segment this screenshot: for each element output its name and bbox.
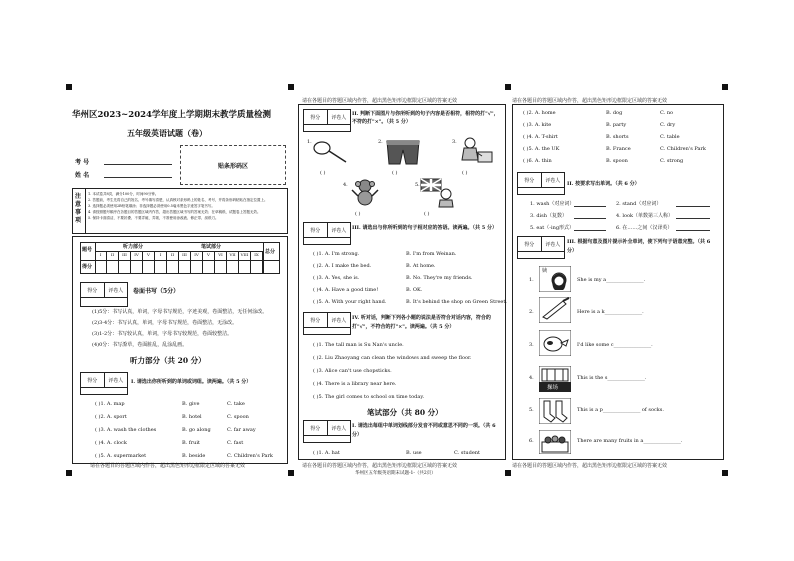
q4-item[interactable]: ( )2. Liu Zhaoyang can clean the windows and sweep the floor. bbox=[313, 355, 472, 361]
reviewer-cell-label: 评卷人 bbox=[545, 177, 561, 184]
pic-number: 1. bbox=[307, 139, 312, 145]
q2-title: II. 判断下面图片与你所听到的句子内容是否相符，相符的打"√"，不符的打"×"。（共 5 分） bbox=[352, 111, 499, 125]
q7-title: III. 根据句意及图片提示补全单词，使下列句子语意完整。（共 6 分） bbox=[567, 239, 711, 254]
score-input[interactable] bbox=[303, 236, 351, 245]
q1-option-c: C. fast bbox=[227, 440, 244, 446]
q3-item[interactable]: ( )2. A. I make the bed. bbox=[313, 263, 372, 269]
q3-title: III. 请选出与你所听到的句子相对应的答语。读两遍。（共 5 分） bbox=[352, 225, 497, 231]
q6-item: 3. dish（复数） bbox=[530, 213, 567, 219]
q6-answer-line[interactable] bbox=[574, 206, 606, 207]
pic-paren[interactable]: ( ) bbox=[320, 170, 326, 176]
score-cell-label: 得分 bbox=[518, 173, 542, 187]
q1-option-c: C. spoon bbox=[227, 414, 249, 420]
numeral-row bbox=[95, 251, 263, 273]
q6-item: 5. eat（-ing形式） bbox=[530, 225, 575, 231]
score-table-numeral: I bbox=[95, 251, 107, 273]
notice-item: 2. 答题前，考生先将自己的姓名、考号填写清楚，认真核对条形码上的姓名、考号，并将条形码粘贴在指定位置上。 bbox=[88, 198, 268, 202]
q6-title: II. 按要求写出单词。（共 6 分） bbox=[567, 181, 640, 187]
bottom-warning: 请在各题目的答题区域内作答，超出黑色矩形边框限定区域的答案无效 bbox=[302, 463, 458, 469]
q3-option-b: B. OK. bbox=[406, 287, 423, 293]
registration-mark bbox=[722, 470, 728, 476]
q1-item[interactable]: ( )5. A. supermarket bbox=[95, 453, 147, 459]
score-cell-label: 得分 bbox=[81, 283, 105, 297]
exam-number-line[interactable] bbox=[104, 164, 172, 165]
reviewer-cell-label: 评卷人 bbox=[545, 241, 561, 248]
listening-section-title: 听力部分（共 20 分） bbox=[130, 356, 206, 365]
score-table-numeral: VII bbox=[227, 251, 239, 273]
name-line[interactable] bbox=[104, 177, 172, 178]
registration-mark bbox=[288, 84, 294, 90]
score-cell-label: 得分 bbox=[304, 110, 328, 124]
q3-item[interactable]: ( )3. A. Yes, she is. bbox=[313, 275, 360, 281]
q7-sentence[interactable]: She is my a_______________. bbox=[577, 277, 646, 283]
q5-option-b: B. use bbox=[406, 450, 422, 456]
pic-number: 3. bbox=[452, 139, 457, 145]
registration-mark bbox=[505, 84, 511, 90]
q7-sentence[interactable]: There are many fruits in a_______________. bbox=[577, 438, 683, 444]
q6-answer-line[interactable] bbox=[676, 230, 710, 231]
score-table-numeral: V bbox=[143, 251, 155, 273]
q1-option-b: B. give bbox=[182, 401, 200, 407]
q7-sentence[interactable]: This is a p_______________ of socks. bbox=[577, 407, 664, 413]
q5-title: I. 请选出每组中单词划线部分发音不同或意思不同的一项。（共 6 分） bbox=[352, 423, 496, 438]
q5-option-c: C. Children's Park bbox=[660, 146, 706, 152]
q7-sentence[interactable]: Here is a k_______________. bbox=[577, 309, 644, 315]
score-table-numeral: VI bbox=[215, 251, 227, 273]
q5-item[interactable]: ( )3. A. kite bbox=[523, 122, 552, 128]
handwriting-rule: (4)0分：书写潦草，卷面脏乱，乱涂乱画。 bbox=[92, 342, 188, 348]
bottom-warning: 请在各题目的答题区域内作答，超出黑色矩形边框限定区域的答案无效 bbox=[90, 463, 246, 469]
handwriting-title: 卷面书写（5分） bbox=[133, 288, 180, 295]
registration-mark bbox=[722, 84, 728, 90]
pic-paren[interactable]: ( ) bbox=[392, 170, 398, 176]
handwriting-rule: (2)3-4分：书写认真，单词，字母书写规范，卷面整洁，无涂改。 bbox=[92, 320, 238, 326]
q5-option-c: C. no bbox=[660, 110, 674, 116]
score-table-numeral: I bbox=[155, 251, 167, 273]
q5-option-c: C. strong bbox=[660, 158, 684, 164]
bottom-warning: 请在各题目的答题区域内作答，超出黑色矩形边框限定区域的答案无效 bbox=[512, 463, 668, 469]
q5-item[interactable]: ( )6. A. thin bbox=[523, 158, 552, 164]
q4-item[interactable]: ( )1. The tall man is Su Nan's uncle. bbox=[313, 342, 404, 348]
q5-option-c: C. dry bbox=[660, 122, 676, 128]
notice-item: 4. 请按照题号顺序在各题目的答题区域内作答，超出答题区域书写的答案无效；在草稿纸、试题卷上答题无效。 bbox=[88, 210, 261, 214]
score-cell-label: 得分 bbox=[304, 223, 328, 237]
q6-answer-line[interactable] bbox=[676, 218, 710, 219]
notice-label: 注意事项 bbox=[75, 193, 82, 224]
q7-number: 6. bbox=[529, 438, 534, 444]
q6-answer-line[interactable] bbox=[676, 206, 710, 207]
q5-option-b: B. spoon bbox=[606, 158, 628, 164]
q5-option-c: C. student bbox=[454, 450, 481, 456]
score-input[interactable] bbox=[517, 250, 565, 259]
total-head: 总分 bbox=[265, 249, 276, 255]
q1-item[interactable]: ( )1. A. map bbox=[95, 401, 125, 407]
reviewer-cell-label: 评卷人 bbox=[331, 114, 347, 121]
q3-option-b: B. No. They're my friends. bbox=[406, 275, 473, 281]
writing-head: 笔试部分 bbox=[201, 244, 222, 250]
q1-option-b: B. go along bbox=[182, 427, 211, 433]
score-cell-label: 得分 bbox=[81, 373, 105, 387]
page-footer: 华州区五年级英语期末试题-1-（共2页） bbox=[355, 471, 436, 476]
score-table-numeral: II bbox=[107, 251, 119, 273]
top-warning: 请在各题目的答题区域内作答，超出黑色矩形边框限定区域的答案无效 bbox=[302, 98, 458, 104]
registration-mark bbox=[505, 470, 511, 476]
pic-paren[interactable]: ( ) bbox=[424, 211, 430, 217]
notice-item: 5. 保持卡面清洁，不要折叠、不要弄破、弄皱，不准使用涂改液、修正带、刮纸刀。 bbox=[88, 216, 219, 220]
socks-picture bbox=[539, 398, 571, 424]
score-input[interactable] bbox=[303, 326, 351, 335]
registration-mark bbox=[288, 470, 294, 476]
q7-number: 3. bbox=[529, 342, 534, 348]
score-table-numeral: V bbox=[203, 251, 215, 273]
q3-option-b: B. At home. bbox=[406, 263, 436, 269]
registration-mark bbox=[66, 470, 72, 476]
score-table-score-label: 得分 bbox=[82, 264, 93, 270]
q3-item[interactable]: ( )1. A. I'm strong. bbox=[313, 251, 360, 257]
score-cell-label: 得分 bbox=[304, 421, 328, 435]
q5-item[interactable]: ( )4. A. T-shirt bbox=[523, 134, 558, 140]
reviewer-cell-label: 评卷人 bbox=[108, 377, 124, 384]
written-section-title: 笔试部分（共 80 分） bbox=[367, 408, 443, 417]
score-table-head: 题号 bbox=[82, 247, 93, 253]
q6-item: 6. 在……之间（汉译英） bbox=[616, 225, 673, 231]
handwriting-rule: (3)1-2分：书写较认真，单词，字母书写较规范，卷面较整洁。 bbox=[92, 331, 233, 337]
name-label: 姓 名 bbox=[75, 172, 90, 179]
q4-item[interactable]: ( )4. There is a library near here. bbox=[313, 381, 397, 387]
spoon-picture bbox=[312, 138, 348, 164]
q5-option-b: B. party bbox=[606, 122, 627, 128]
q5-option-b: B. shorts bbox=[606, 134, 629, 140]
q4-title: IV. 听对话，判断下列各小题的说法是否符合对话内容，符合的打"√"，不符合的打"×"。读两遍。（共 5 分） bbox=[352, 315, 491, 330]
q1-option-b: B. hotel bbox=[182, 414, 202, 420]
shorts-picture bbox=[384, 138, 422, 166]
score-table-numeral: VIII bbox=[239, 251, 251, 273]
reviewer-cell-label: 评卷人 bbox=[331, 425, 347, 432]
q5-item[interactable]: ( )5. A. the UK bbox=[523, 146, 560, 152]
pic-number: 5. bbox=[415, 182, 420, 188]
pic-number: 4. bbox=[343, 182, 348, 188]
q1-option-b: B. beside bbox=[182, 453, 206, 459]
listening-head: 听力部分 bbox=[123, 244, 144, 250]
q5-option-b: B. France bbox=[606, 146, 631, 152]
reviewer-cell-label: 评卷人 bbox=[331, 317, 347, 324]
notice-item: 3. 选择题必须使用2B铅笔填涂；非选择题必须使用0.5毫米黑色字迹签字笔书写。 bbox=[88, 204, 215, 208]
q1-option-c: C. far away bbox=[227, 427, 256, 433]
notice-list bbox=[88, 191, 284, 221]
registration-mark bbox=[66, 84, 72, 90]
fruit-box-picture bbox=[539, 430, 571, 454]
score-table-numeral: IX bbox=[251, 251, 263, 273]
pic-paren[interactable]: ( ) bbox=[462, 170, 468, 176]
monkey-picture bbox=[349, 178, 381, 206]
handwriting-rule: (1)5分：书写认真，单词，字母书写规范，字迹美观，卷面整洁，无任何涂改。 bbox=[92, 309, 268, 315]
q4-item[interactable]: ( )5. The girl comes to school on time today. bbox=[313, 394, 425, 400]
q7-number: 5. bbox=[529, 407, 534, 413]
score-cell-label: 得分 bbox=[304, 313, 328, 327]
q7-sentence[interactable]: I'd like some c_______________. bbox=[577, 342, 653, 348]
notice-item: 1. 本试卷共8页，满分100分，时间90分钟。 bbox=[88, 192, 159, 196]
q6-answer-line[interactable] bbox=[574, 218, 606, 219]
barcode-label: 贴条形码区 bbox=[217, 162, 248, 170]
score-input[interactable] bbox=[80, 386, 128, 395]
handwriting-rules bbox=[92, 307, 267, 351]
q7-number: 4. bbox=[529, 375, 534, 381]
reviewer-cell-label: 评卷人 bbox=[331, 227, 347, 234]
aunt-label: 姨 bbox=[542, 268, 548, 274]
reviewer-cell-label: 评卷人 bbox=[108, 287, 124, 294]
score-input[interactable] bbox=[303, 434, 351, 443]
score-cell-label: 得分 bbox=[518, 237, 542, 251]
girl-washing-picture bbox=[458, 136, 494, 166]
uk-flag-boy-picture bbox=[420, 178, 454, 208]
q4-item[interactable]: ( )3. Alice can't use chopsticks. bbox=[313, 368, 392, 374]
q5-item[interactable]: ( )1. A. hat bbox=[313, 450, 340, 456]
notice-box bbox=[72, 188, 288, 234]
score-input[interactable] bbox=[303, 123, 351, 132]
q6-answer-line[interactable] bbox=[574, 230, 606, 231]
q1-item[interactable]: ( )4. A. clock bbox=[95, 440, 127, 446]
q1-item[interactable]: ( )3. A. wash the clothes bbox=[95, 427, 157, 433]
score-table-numeral: IV bbox=[191, 251, 203, 273]
barcode-area bbox=[180, 145, 286, 185]
q7-number: 2. bbox=[529, 309, 534, 315]
q5-item[interactable]: ( )2. A. home bbox=[523, 110, 556, 116]
score-input[interactable] bbox=[80, 296, 128, 307]
q3-option-b: B. It's behind the shop on Green Street. bbox=[406, 299, 507, 305]
q1-option-b: B. fruit bbox=[182, 440, 200, 446]
q1-title: I. 请选出你所听到的单词或词组。读两遍。（共 5 分） bbox=[131, 379, 252, 385]
top-warning: 请在各题目的答题区域内作答，超出黑色矩形边框限定区域的答案无效 bbox=[512, 98, 668, 104]
pic-number: 2. bbox=[378, 139, 383, 145]
q7-sentence[interactable]: This is the s_______________. bbox=[577, 375, 647, 381]
score-table-numeral: II bbox=[167, 251, 179, 273]
knife-picture bbox=[539, 297, 571, 323]
q3-item[interactable]: ( )4. A. Have a good time! bbox=[313, 287, 379, 293]
playground-label: 操场 bbox=[547, 385, 559, 391]
score-table-numeral: III bbox=[179, 251, 191, 273]
q6-item: 1. wash（对应词） bbox=[530, 201, 575, 207]
score-input[interactable] bbox=[517, 186, 565, 195]
q5-option-c: C. table bbox=[660, 134, 680, 140]
q1-item[interactable]: ( )2. A. sport bbox=[95, 414, 127, 420]
chicken-picture bbox=[539, 330, 571, 356]
q5-option-b: B. dog bbox=[606, 110, 623, 116]
q7-number: 1. bbox=[529, 277, 534, 283]
exam-number-label: 考 号 bbox=[75, 159, 90, 166]
q6-item: 2. stand（对应词） bbox=[616, 201, 662, 207]
score-table-numeral: III bbox=[119, 251, 131, 273]
q3-item[interactable]: ( )5. A. With your right hand. bbox=[313, 299, 387, 305]
exam-subtitle: 五年级英语试题（卷） bbox=[127, 128, 207, 138]
score-table bbox=[80, 242, 280, 274]
score-table-numeral: IV bbox=[131, 251, 143, 273]
q1-option-c: C. take bbox=[227, 401, 245, 407]
exam-title: 华州区2023~2024学年度上学期期末教学质量检测 bbox=[72, 110, 271, 120]
pic-paren[interactable]: ( ) bbox=[355, 211, 361, 217]
q6-item: 4. look（单数第三人称） bbox=[616, 213, 674, 219]
q1-option-c: C. Children's Park bbox=[227, 453, 273, 459]
q3-option-b: B. I'm from Weinan. bbox=[406, 251, 457, 257]
